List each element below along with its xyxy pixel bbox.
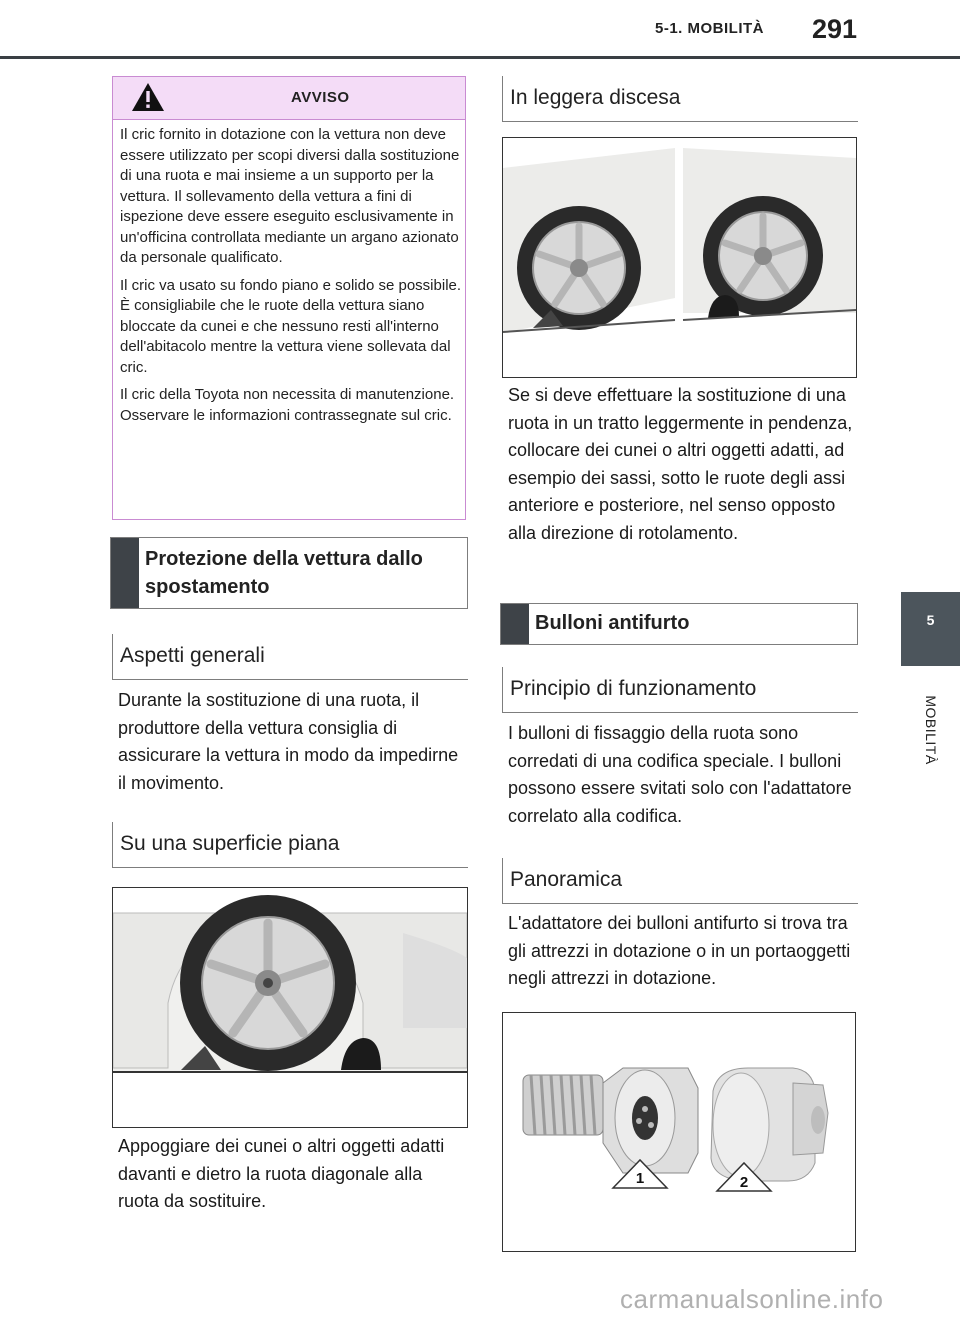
section-heading-antitheft-bolts xyxy=(500,603,858,645)
general-paragraph: Durante la sostituzione di una ruota, il produttore della vettura consiglia di assicurare la vettura in modo da impedirne il movimento. xyxy=(118,690,459,793)
callout-2: 2 xyxy=(739,1174,749,1191)
slope-paragraph: Se si deve effettuare la sostituzione di una ruota in un tratto leggermente in pendenza, collocare dei cunei o altri oggetti adatti, ad esempio dei sassi, sotto le ruote degli assi anteriore e posteriore, nel senso opposto alla direzione di rotolamento. xyxy=(508,385,853,543)
subheading-text: Panoramica xyxy=(510,868,623,891)
warning-body xyxy=(120,125,462,433)
warning-title: AVVISO xyxy=(291,89,350,106)
subheading-principle xyxy=(502,667,858,713)
warning-box xyxy=(112,76,466,520)
subheading-text: Aspetti generali xyxy=(120,644,265,667)
subheading-text: Principio di funzionamento xyxy=(510,677,757,700)
section-heading-line: Bulloni antifurto xyxy=(535,612,690,634)
subheading-general xyxy=(112,634,468,680)
subheading-slope xyxy=(502,76,858,122)
section-heading-protection xyxy=(110,537,468,609)
callout-1: 1 xyxy=(635,1170,645,1187)
flat-surface-illustration xyxy=(112,887,468,1128)
warning-paragraph: Il cric va usato su fondo piano e solido se possibile. È consigliabile che le ruote della vettura siano bloccate da cunei e che nessuno resti all'interno dell'abitacolo mentre la vettura viene sollevata dal cric. xyxy=(120,276,462,376)
overview-paragraph: L'adattatore dei bulloni antifurto si trova tra gli attrezzi in dotazione o in un portaoggetti negli attrezzi in dotazione. xyxy=(508,913,851,988)
bolt-thread xyxy=(523,1075,603,1135)
header-section-title: 5-1. MOBILITÀ xyxy=(655,20,765,37)
antitheft-bolt-and-adapter xyxy=(503,1013,855,1251)
watermark-text: carmanualsonline.info xyxy=(620,1284,884,1314)
page-number: 291 xyxy=(812,14,858,44)
subheading-text: In leggera discesa xyxy=(510,86,681,109)
subheading-flat-surface xyxy=(112,822,468,868)
header-divider xyxy=(0,56,960,59)
chapter-tab xyxy=(901,592,960,666)
subheading-overview xyxy=(502,858,858,904)
warning-icon xyxy=(131,82,165,112)
section-heading-line: spostamento xyxy=(145,576,270,598)
section-heading-bar xyxy=(111,538,139,608)
chapter-label: MOBILITÀ xyxy=(923,695,939,765)
flat-surface-paragraph: Appoggiare dei cunei o altri oggetti adatti davanti e dietro la ruota diagonale alla ruota da sostituire. xyxy=(118,1136,445,1211)
warning-paragraph: Il cric fornito in dotazione con la vettura non deve essere utilizzato per scopi diversi dalla sostituzione di una ruota e mai insieme a un supporto per la vettura. Il sollevamento della vettura a fini di ispezione deve essere eseguito esclusivamente in un'officina controllata mediante un argano azionato da personale qualificato. xyxy=(120,126,460,266)
wheels-on-slope-illustration xyxy=(503,138,856,377)
wheel-chock-illustration xyxy=(113,888,467,1127)
warning-paragraph: Il cric della Toyota non necessita di manutenzione. Osservare le informazioni contrassegnate sul cric. xyxy=(120,386,455,424)
warning-header xyxy=(113,77,465,120)
chapter-number: 5 xyxy=(926,612,935,628)
principle-paragraph: I bulloni di fissaggio della ruota sono corredati di una codifica speciale. I bulloni possono essere svitati solo con l'adattatore correlato alla codifica. xyxy=(508,723,852,826)
subheading-text: Su una superficie piana xyxy=(120,832,340,855)
bolt-adapter-illustration xyxy=(502,1012,856,1252)
section-heading-bar xyxy=(501,604,529,644)
section-heading-line: Protezione della vettura dallo xyxy=(145,548,423,570)
slope-illustration xyxy=(502,137,857,378)
